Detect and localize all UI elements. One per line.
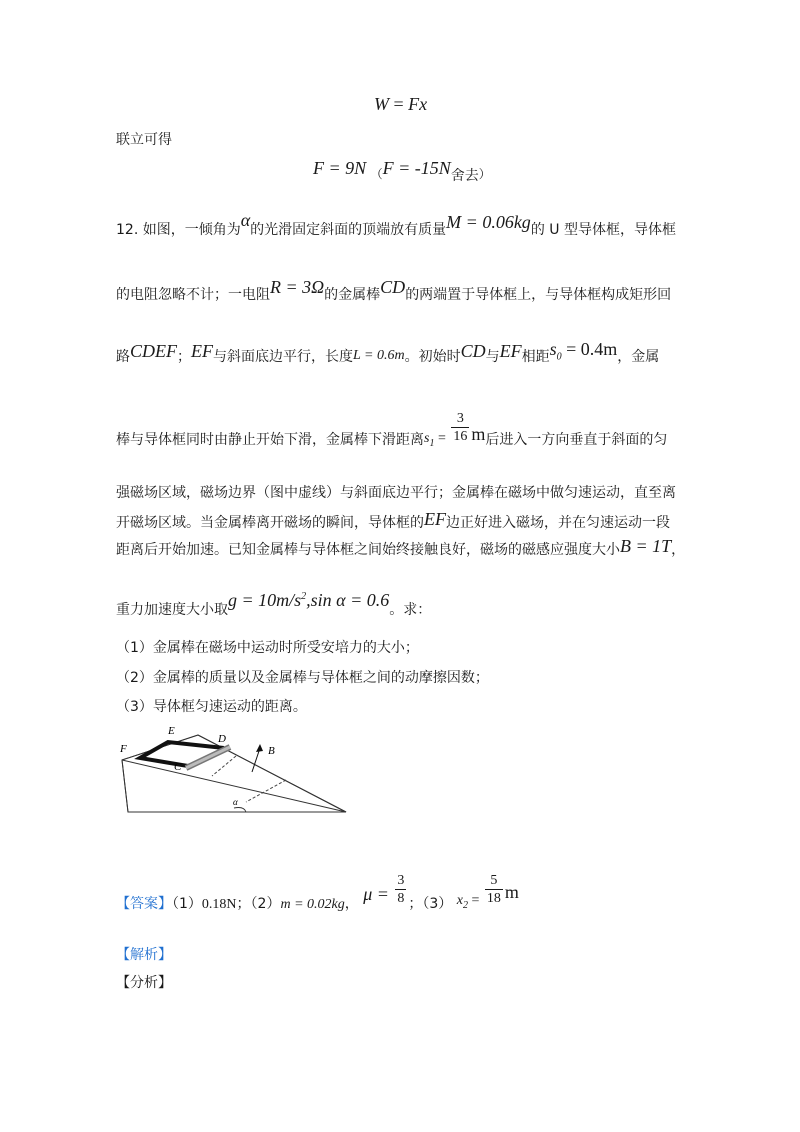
problem-text: 的两端置于导体框上，与导体框构成矩形回	[405, 287, 672, 303]
answer-value-2: m = 0.02kg	[280, 896, 345, 912]
question-3: （3）导体框匀速运动的距离。	[116, 699, 307, 715]
problem-text: ，	[671, 542, 686, 558]
s1-unit: m	[471, 423, 486, 444]
problem-text: 的光滑固定斜面的顶端放有质量	[250, 222, 447, 238]
problem-line-4	[116, 410, 668, 449]
x2-subscript: 2	[462, 899, 468, 911]
answer-line	[116, 872, 519, 912]
problem-line-7	[116, 538, 685, 559]
problem-text: 的金属棒	[324, 287, 381, 303]
gravity-value	[228, 590, 389, 610]
problem-text: 。初始时	[404, 349, 461, 365]
sin-value: ,sin α = 0.6	[306, 590, 390, 610]
problem-text: 棒与导体框同时由静止开始下滑，金属棒下滑距离	[116, 431, 424, 448]
equation-force	[313, 158, 491, 184]
problem-number: 12.	[116, 222, 139, 238]
eq-f-main: F = 9N	[313, 158, 367, 178]
problem-text: 与斜面底边平行，长度	[213, 349, 353, 365]
mass-value: M = 0.06kg	[446, 212, 531, 232]
analysis-tag: 【解析】	[116, 947, 172, 963]
x2-symbol: x	[456, 892, 463, 908]
answer-text: ；（3）	[408, 895, 453, 912]
answer-value-1: 0.18N	[201, 896, 237, 912]
b-arrow-head	[256, 744, 263, 752]
problem-text: 边正好进入磁场，并在匀速运动一段	[446, 515, 670, 531]
label-e: E	[168, 725, 175, 737]
s0-symbol: s	[549, 339, 557, 359]
eq-f-alt: F = -15N	[382, 158, 451, 178]
s0-amount: = 0.4m	[561, 339, 618, 359]
rod-cd: CD	[380, 277, 406, 297]
s0-subscript: 0	[556, 351, 562, 363]
question-2: （2）金属棒的质量以及金属棒与导体框之间的动摩擦因数；	[116, 670, 489, 686]
s1-subscript: 1	[429, 437, 435, 449]
mu-fraction	[395, 872, 406, 907]
mu-symbol: μ =	[363, 883, 394, 904]
length-value: L = 0.6m	[353, 348, 405, 363]
answer-text: ，	[344, 895, 359, 912]
s1-symbol: s	[424, 430, 430, 446]
answer-text: （1）	[172, 895, 202, 912]
problem-text: 路	[116, 349, 130, 365]
side-ef: EF	[191, 341, 213, 361]
mu-denominator: 8	[397, 891, 405, 906]
problem-text: 开磁场区域。当金属棒离开磁场的瞬间，导体框的	[116, 515, 424, 531]
s1-fraction	[451, 410, 469, 445]
loop-cdef: CDEF	[130, 341, 177, 361]
label-d: D	[218, 733, 226, 745]
problem-text: 后进入一方向垂直于斜面的匀	[485, 431, 668, 448]
problem-line-3	[116, 339, 660, 369]
problem-text: 。求：	[389, 602, 432, 618]
problem-line-5: 强磁场区域，磁场边界（图中虚线）与斜面底边平行；金属棒在磁场中做匀速运动，直至离	[116, 485, 676, 501]
side-ef: EF	[499, 341, 522, 361]
resistance-value: R = 3Ω	[270, 277, 325, 297]
problem-line-2	[116, 277, 672, 304]
x2-unit: m	[504, 881, 519, 902]
problem-line-6	[116, 511, 670, 532]
answer-tag: 【答案】	[116, 895, 172, 912]
eq-w-rhs: Fx	[408, 94, 428, 114]
label-c: C	[174, 761, 182, 773]
eq-f-discard: 舍去	[450, 168, 479, 184]
s1-equals: =	[434, 430, 450, 446]
label-b: B	[268, 745, 275, 757]
problem-text: 的电阻忽略不计；一电阻	[116, 287, 270, 303]
gravity-exponent: 2	[301, 591, 307, 602]
label-f: F	[120, 743, 127, 755]
problem-text: ；	[177, 349, 191, 365]
s1-numerator: 3	[451, 410, 469, 428]
eq-w-equals: =	[389, 94, 409, 114]
side-ef: EF	[424, 509, 446, 529]
eq-w-lhs: W	[374, 94, 389, 114]
field-value: B = 1T	[620, 536, 672, 556]
x2-denominator: 18	[486, 891, 501, 906]
x2-numerator: 5	[485, 872, 503, 890]
equation-work	[374, 94, 427, 115]
x2-equals: =	[467, 892, 483, 908]
eq-f-paren-open: （	[370, 167, 383, 181]
problem-text: 的 U 型导体框，导体框	[530, 222, 676, 238]
question-1: （1）金属棒在磁场中运动时所受安培力的大小；	[116, 640, 419, 656]
answer-text: ；（2）	[236, 895, 281, 912]
problem-text: 重力加速度大小取	[116, 602, 228, 618]
problem-text: 与	[485, 349, 500, 365]
alpha-symbol: α	[240, 210, 251, 230]
s1-denominator: 16	[453, 429, 468, 444]
eq-f-paren-close: ）	[478, 167, 491, 181]
incline-figure	[116, 720, 356, 820]
gravity-amount: g = 10m/s	[228, 590, 302, 610]
problem-line-1	[116, 210, 676, 239]
combine-text: 联立可得	[116, 132, 172, 148]
s0-value	[549, 339, 618, 363]
problem-text: 距离后开始加速。已知金属棒与导体框之间始终接触良好，磁场的磁感应强度大小	[116, 542, 620, 558]
label-alpha: α	[233, 797, 238, 807]
fenxi-tag: 【分析】	[116, 975, 172, 991]
s1-value	[424, 430, 450, 449]
x2-value	[456, 892, 483, 911]
rod-cd: CD	[460, 341, 486, 361]
problem-line-8	[116, 590, 432, 619]
problem-text: 如图，一倾角为	[142, 222, 241, 238]
mu-numerator: 3	[397, 873, 405, 888]
problem-text: ，金属	[617, 349, 660, 365]
x2-fraction	[485, 872, 503, 907]
problem-text: 相距	[521, 349, 550, 365]
